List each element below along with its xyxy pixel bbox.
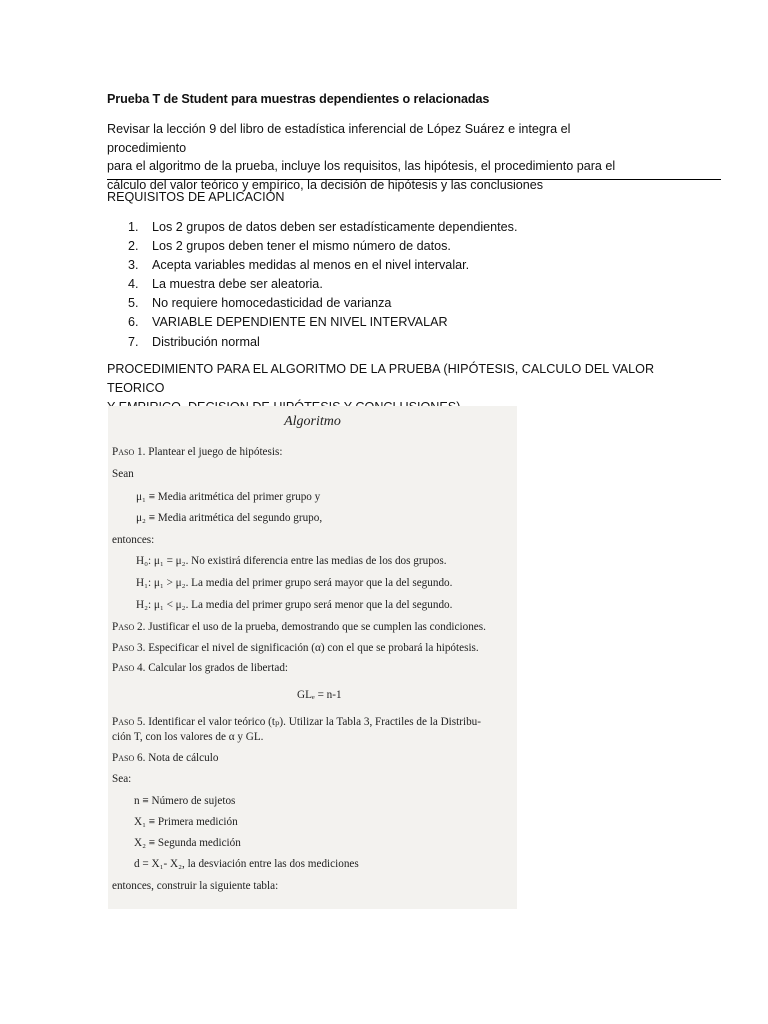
step-label: Paso (112, 752, 135, 764)
step-text: 1. Plantear el juego de hipótesis: (134, 446, 283, 458)
step-6 (112, 752, 218, 765)
step-2 (112, 621, 486, 634)
hypothesis-h2: H₂: μ₁ < μ₂. La media del primer grupo será menor que la del segundo. (136, 599, 453, 611)
sea-label: Sea: (112, 773, 132, 785)
entonces-table-label: entonces, construir la siguiente tabla: (112, 880, 279, 892)
list-item (128, 275, 517, 294)
list-item (128, 313, 517, 332)
step-label: Paso (112, 446, 135, 458)
step-label: Paso (112, 621, 135, 633)
list-number: 3. (128, 258, 139, 273)
step-text: 6. Nota de cálculo (134, 752, 219, 764)
requirements-heading: REQUISITOS DE APLICACIÓN (107, 190, 285, 204)
horizontal-rule (107, 179, 721, 180)
step-5-continued: ción T, con los valores de α y GL. (112, 731, 264, 743)
document-title: Prueba T de Student para muestras dependientes o relacionadas (107, 92, 490, 106)
intro-line: Revisar la lección 9 del libro de estadística inferencial de López Suárez e integra el procedimiento (107, 122, 571, 155)
step-text: 3. Especificar el nivel de significación (α) con el que se probará la hipótesis. (134, 642, 479, 654)
step-text: 5. Identificar el valor teórico (tₚ). Utilizar la Tabla 3, Fractiles de la Distribu- (134, 716, 481, 728)
list-item (128, 237, 517, 256)
list-text: VARIABLE DEPENDIENTE EN NIVEL INTERVALAR (152, 315, 448, 330)
list-text: Distribución normal (152, 334, 260, 349)
procedure-heading-line: PROCEDIMIENTO PARA EL ALGORITMO DE LA PRUEBA (HIPÓTESIS, CALCULO DEL VALOR TEORICO (107, 362, 655, 395)
step-4 (112, 662, 288, 675)
step-label: Paso (112, 716, 135, 728)
list-text: Los 2 grupos de datos deben ser estadísticamente dependientes. (152, 220, 518, 234)
step-5 (112, 716, 481, 729)
n-definition: n ≡ Número de sujetos (134, 795, 236, 807)
intro-paragraph (107, 120, 627, 194)
list-number: 4. (128, 277, 139, 292)
x1-definition: X₁ ≡ Primera medición (134, 816, 238, 828)
sean-label: Sean (112, 468, 134, 480)
list-text: No requiere homocedasticidad de varianza (152, 296, 392, 311)
list-item (128, 294, 517, 313)
step-label: Paso (112, 642, 135, 654)
step-text: 4. Calcular los grados de libertad: (134, 662, 289, 674)
list-number: 5. (128, 296, 139, 311)
entonces-label: entonces: (112, 534, 155, 546)
gl-formula: GLₑ = n-1 (297, 689, 342, 701)
list-number: 6. (128, 315, 139, 330)
mu1-definition: μ₁ ≡ Media aritmética del primer grupo y (136, 491, 321, 503)
step-1 (112, 446, 282, 459)
list-text: Los 2 grupos deben tener el mismo número de datos. (152, 239, 451, 254)
step-label: Paso (112, 662, 135, 674)
x2-definition: X₂ ≡ Segunda medición (134, 837, 241, 849)
intro-line: cálculo del valor teórico y empírico, la decisión de hipótesis y las conclusiones (107, 177, 544, 192)
list-number: 1. (128, 220, 139, 234)
list-text: La muestra debe ser aleatoria. (152, 277, 323, 292)
requirements-list (128, 218, 517, 352)
algorithm-heading: Algoritmo (284, 414, 341, 429)
list-number: 7. (128, 334, 139, 349)
list-item (128, 218, 517, 237)
hypothesis-h0: H₀: μ₁ = μ₂. No existirá diferencia entre las medias de los dos grupos. (136, 555, 447, 567)
d-definition: d = X₁- X₂, la desviación entre las dos mediciones (134, 858, 359, 870)
step-3 (112, 642, 479, 655)
list-number: 2. (128, 239, 139, 254)
list-item (128, 256, 517, 275)
mu2-definition: μ₂ ≡ Media aritmética del segundo grupo, (136, 512, 323, 524)
hypothesis-h1: H₁: μ₁ > μ₂. La media del primer grupo será mayor que la del segundo. (136, 577, 453, 589)
list-text: Acepta variables medidas al menos en el nivel intervalar. (152, 258, 470, 273)
list-item (128, 333, 517, 352)
scanned-algorithm-image (108, 406, 517, 909)
step-text: 2. Justificar el uso de la prueba, demostrando que se cumplen las condiciones. (134, 621, 486, 633)
intro-line: para el algoritmo de la prueba, incluye los requisitos, las hipótesis, el procedimiento para el (107, 159, 616, 173)
